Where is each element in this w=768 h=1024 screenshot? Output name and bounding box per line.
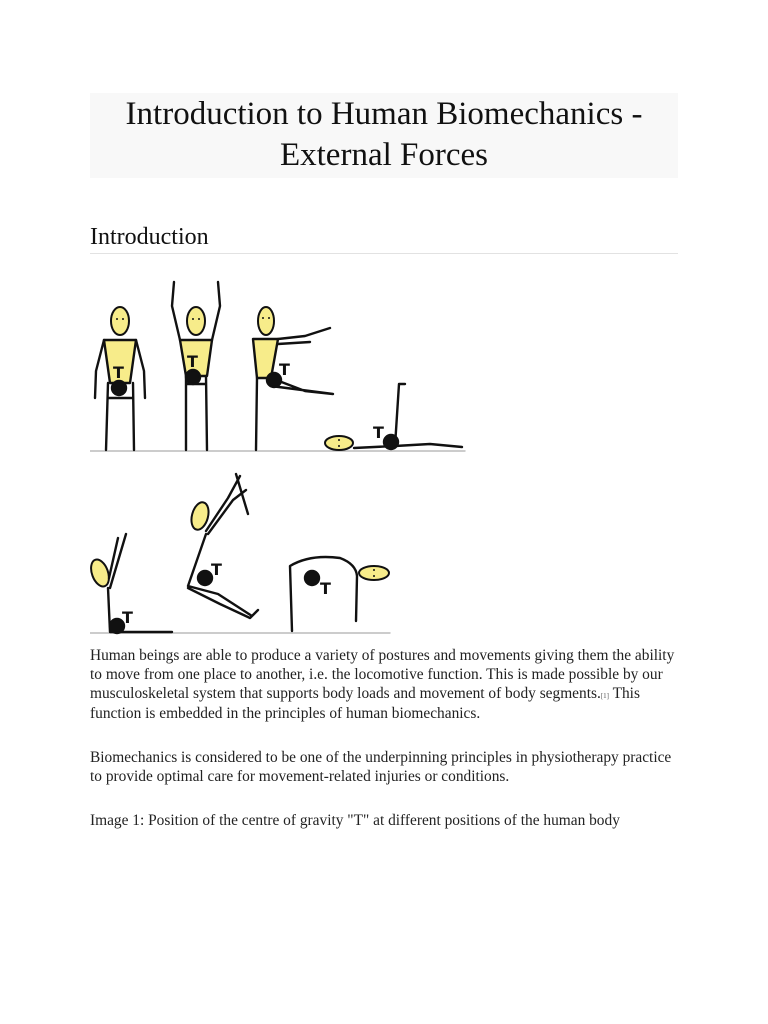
- reference-link[interactable]: [1]: [600, 692, 609, 701]
- title-box: [90, 93, 678, 178]
- label-t: T: [373, 423, 384, 442]
- stick-figure-lying: [325, 384, 462, 450]
- head: [359, 566, 389, 580]
- stick-figure-arm-leg-raised: [253, 307, 333, 450]
- centre-of-gravity: [112, 381, 126, 395]
- centre-of-gravity-figure: [90, 276, 470, 636]
- page-title-line2: External Forces: [279, 137, 488, 173]
- paragraph-intro: [90, 646, 678, 723]
- paragraph-intro-part1: Human beings are able to produce a variety of postures and movements giving them the ability to move from one place to another, i.e. the locomotive function. This is made possible by our musculoskeletal system that supports body loads and movement of body segments.: [90, 647, 675, 703]
- label-t: T: [279, 360, 290, 379]
- label-t: T: [211, 560, 222, 579]
- article: [90, 93, 678, 830]
- section-heading: Introduction: [90, 222, 678, 254]
- paragraph-intro-part2: This function is embedded in the principles of human biomechanics.: [90, 685, 640, 722]
- centre-of-gravity: [384, 435, 398, 449]
- centre-of-gravity: [198, 571, 212, 585]
- stick-figure-jumping: [188, 474, 258, 618]
- page-title-line1: Introduction to Human Biomechanics -: [125, 96, 643, 132]
- label-t: T: [122, 608, 133, 627]
- image-caption: Image 1: Position of the centre of gravity "T" at different positions of the human body: [90, 812, 620, 830]
- centre-of-gravity: [186, 370, 200, 384]
- stick-figure-bent-over: [290, 557, 389, 631]
- label-t: T: [320, 579, 331, 598]
- head: [258, 307, 274, 335]
- label-t: T: [187, 352, 198, 371]
- page-title: [90, 93, 678, 176]
- centre-of-gravity: [305, 571, 319, 585]
- paragraph-biomechanics: Biomechanics is considered to be one of the underpinning principles in physiotherapy practice to provide optimal care for movement-related injuries or conditions.: [90, 748, 672, 786]
- head: [325, 436, 353, 450]
- head: [187, 307, 205, 335]
- head: [111, 307, 129, 335]
- label-t: T: [113, 363, 124, 382]
